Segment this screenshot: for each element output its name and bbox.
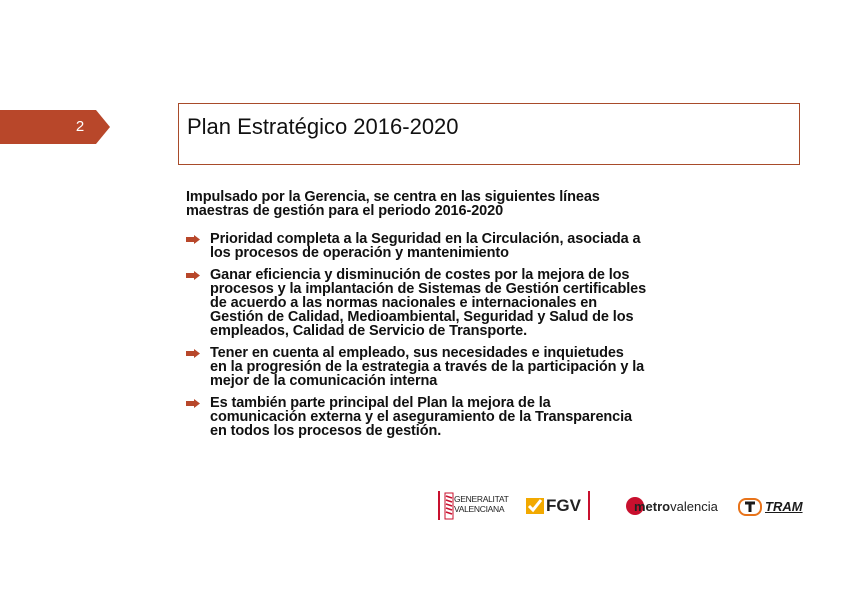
intro-line: maestras de gestión para el periodo 2016-2020 [186,203,504,219]
tram-logo-icon [738,498,762,516]
bullet-line: Gestión de Calidad, Medioambiental, Seguridad y Salud de los [210,309,634,325]
bullet-line: Es también parte principal del Plan la mejora de la [210,395,551,411]
logo-divider [438,491,440,520]
generalitat-logo-text [454,494,508,514]
bullet-line: de acuerdo a las normas nacionales e internacionales en [210,295,597,311]
bullet-line: mejor de la comunicación interna [210,373,438,389]
metrovalencia-logo-text [634,499,718,514]
fgv-logo-text: FGV [546,496,581,515]
bullet-line: en la progresión de la estrategia a través de la participación y la [210,359,645,375]
page-marker-shape [0,110,110,144]
bullet-line: Ganar eficiencia y disminución de costes por la mejora de los [210,267,630,283]
footer-logos [438,490,808,522]
bullet-line: empleados, Calidad de Servicio de Transporte. [210,323,528,339]
bullet-line: comunicación externa y el aseguramiento de la Transparencia [210,409,633,425]
fgv-logo-icon [526,498,544,514]
metro-rest-text: valencia [670,499,718,514]
bullet-line: Prioridad completa a la Seguridad en la Circulación, asociada a [210,231,641,247]
generalitat-line: VALENCIANA [454,504,505,514]
metro-bold-text: metro [634,499,671,514]
right-arrow-icon [186,349,200,358]
slide-title: Plan Estratégico 2016-2020 [187,114,459,139]
tram-logo-text: TRAM [765,499,803,514]
logo-divider [588,491,590,520]
right-arrow-icon [186,399,200,408]
bullet-line: Tener en cuenta al empleado, sus necesidades e inquietudes [210,345,624,361]
bullet-line: los procesos de operación y mantenimiento [210,245,509,261]
bullet-line: procesos y la implantación de Sistemas de Gestión certificables [210,281,647,297]
bullet-item [186,346,726,388]
bullet-item [186,396,726,438]
bullet-line: en todos los procesos de gestión. [210,423,442,439]
intro-text [186,190,706,218]
right-arrow-icon [186,271,200,280]
title-box [178,103,800,165]
generalitat-line: GENERALITAT [454,494,509,504]
bullet-list [186,232,726,446]
page-number: 2 [75,118,85,135]
bullet-item [186,268,726,338]
bullet-item [186,232,726,260]
generalitat-logo-icon [444,492,454,520]
right-arrow-icon [186,235,200,244]
page-marker [0,110,110,144]
intro-line: Impulsado por la Gerencia, se centra en las siguientes líneas [186,189,600,205]
